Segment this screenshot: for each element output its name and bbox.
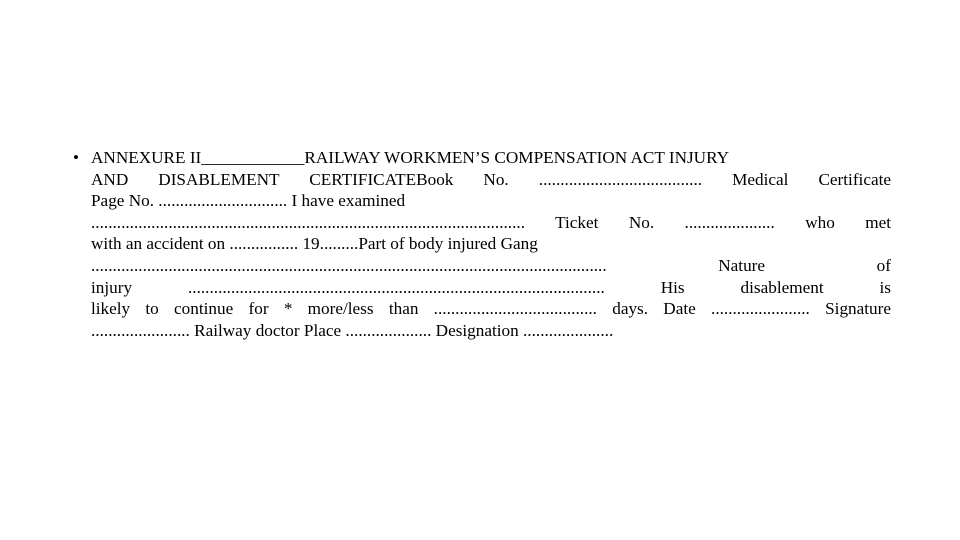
text-line-8: likely to continue for * more/less than ...................................... days. Date ....................... Signature [91,299,891,319]
bullet-icon: • [73,148,79,167]
text-line-2: AND DISABLEMENT CERTIFICATEBook No. ...................................... Medical Certificate [91,169,891,189]
text-line-3: Page No. .............................. I have examined [91,191,406,211]
certificate-text [91,147,891,341]
text-line-5: with an accident on ................ 19.........Part of body injured Gang [91,234,538,254]
text-line-9: ....................... Railway doctor Place .................... Designation ..................... [91,320,614,340]
text-line-7: injury ................................................................................................. His disablement is [91,277,891,297]
text-line-4: ..................................................................................................... Ticket No. ..................... who met [91,212,891,232]
text-line-6: ........................................................................................................................ Nature of [91,255,891,275]
text-line-1: ANNEXURE II____________RAILWAY WORKMEN’S COMPENSATION ACT INJURY [91,148,730,167]
